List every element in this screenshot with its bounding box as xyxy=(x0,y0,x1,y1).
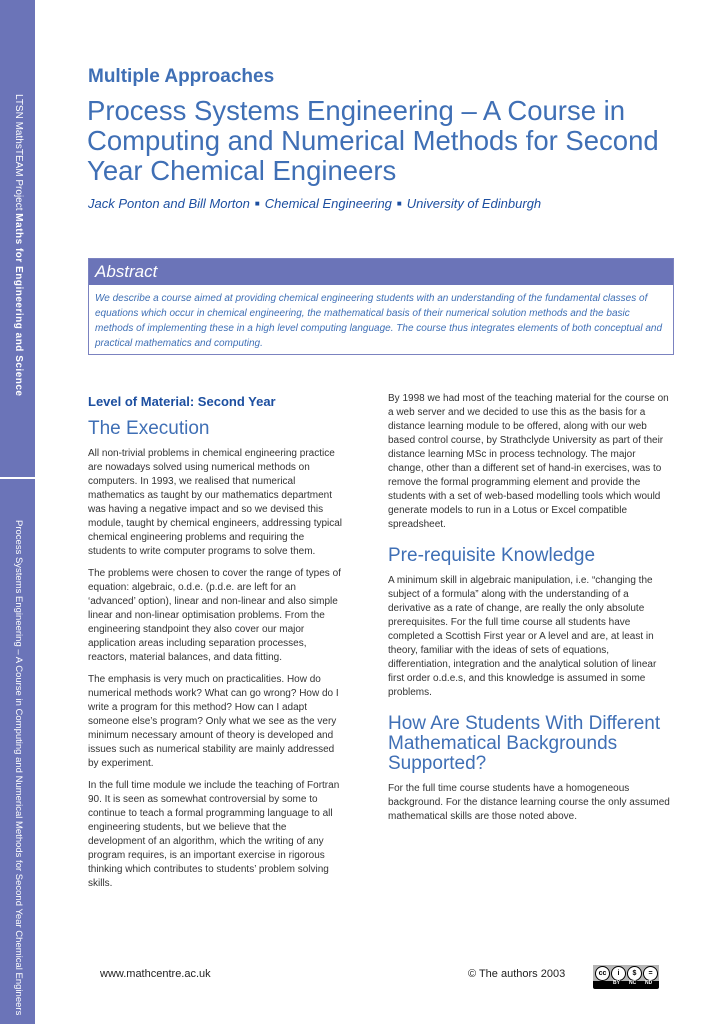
separator-square: ■ xyxy=(396,199,402,208)
abstract-heading: Abstract xyxy=(89,259,673,285)
execution-heading: The Execution xyxy=(88,418,210,439)
distance-learning-paragraph: By 1998 we had most of the teaching material for the course on a web server and we decided to use this as the basis for a distance learning module to be offered, along with our web based control course, by Strathclyde University as part of their distance learning MSc in process technology. The major change, other than a different set of hand-in exercises, was to remove the formal programming element and provide the students with a set of web-based modelling tools which would generate models to run in a Lotus or Excel compatible spreadsheet. xyxy=(388,393,669,530)
right-column xyxy=(388,392,670,832)
license-label-by: BY xyxy=(613,980,620,986)
authors-names: Jack Ponton and Bill Morton xyxy=(88,196,250,211)
attribution-icon: i xyxy=(611,966,626,981)
abstract-text: We describe a course aimed at providing chemical engineering students with an understanding of the fundamental classes of equations which occur in chemical engineering, the mathematical basis of their numerical solution methods and the basic methods of implementing these in a high level computing language. The course thus integrates elements of both conceptual and practical mathematics and computing. xyxy=(95,293,663,349)
footer-copyright: © The authors 2003 xyxy=(468,968,566,980)
university-name: University of Edinburgh xyxy=(406,196,542,211)
noncommercial-icon: $ xyxy=(627,966,642,981)
footer-url: www.mathcentre.ac.uk xyxy=(100,968,211,980)
license-label-nd: ND xyxy=(645,980,653,986)
left-column xyxy=(88,392,343,899)
support-paragraph: For the full time course students have a homogeneous background. For the distance learning course the only assumed mathematical skills are those noted above. xyxy=(388,783,670,822)
level-of-material: Level of Material: Second Year xyxy=(88,394,276,409)
sidebar-divider xyxy=(0,477,35,479)
separator-square: ■ xyxy=(254,199,260,208)
abstract-box xyxy=(88,258,674,355)
noderivatives-icon: = xyxy=(643,966,658,981)
sidebar-document-title: Process Systems Engineering – A Course in Computing and Numerical Methods for Second Year Chemical Engineers xyxy=(13,520,24,1016)
page-title: Process Systems Engineering – A Course in Computing and Numerical Methods for Second Year Chemical Engineers xyxy=(87,95,659,186)
prerequisite-paragraph: A minimum skill in algebraic manipulation, i.e. “changing the subject of a formula” along with the understanding of a derivative as a rate of change, are really the only absolute prerequisites. For the full time course all students have completed a Scottish First year or A level and are, at least in theory, familiar with the ideas of sets of equations, differentiation, integration and the analytical solution of linear first order o.d.e.s, and this knowledge is assumed in some problems. xyxy=(388,575,657,698)
department-name: Chemical Engineering xyxy=(264,196,392,211)
support-heading: How Are Students With Different Mathematical Backgrounds Supported? xyxy=(388,713,661,774)
author-line xyxy=(88,196,541,211)
execution-paragraph: The problems were chosen to cover the range of types of equation: algebraic, o.d.e. (p.d.e. are left for an ‘advanced’ option), linear and non-linear and also simple linear and non-linear optimisation problems. From the engineering standpoint they also cover our major application areas including separation processes, reactors, material balances, and data fitting. xyxy=(88,568,341,663)
section-subtitle: Multiple Approaches xyxy=(88,66,275,87)
sidebar-project-label: LTSN MathsTEAM Project Maths for Engineering and Science xyxy=(13,94,24,397)
execution-paragraph: The emphasis is very much on practicalities. How do numerical methods work? What can go wrong? How do I write a program for this method? How can I adapt someone else’s program? Only what we see as the very minimum necessary amount of theory is developed and issues such as numerical stability are mainly addressed by experiment. xyxy=(88,674,339,769)
license-label-nc: NC xyxy=(629,980,637,986)
prerequisite-heading: Pre-requisite Knowledge xyxy=(388,545,596,566)
execution-paragraph: In the full time module we include the teaching of Fortran 90. It is seen as somewhat controversial by some to continue to teach a formal programming language to all engineering students, but we believe that the development of an algorithm, which the writing of any program requires, is an important exercise in rigorous thinking which contributes to students’ problem solving skills. xyxy=(88,780,340,889)
cc-symbol-icon: cc xyxy=(595,966,610,981)
execution-paragraph: All non-trivial problems in chemical engineering practice are nowadays solved using numerical methods on computers. In 1993, we realised that numerical mathematics as taught by our mathematics department was having a negative impact and so we devised this module, taught by chemical engineers, addressing typical chemical engineering problems and requiring the students to write computer programs to solve them. xyxy=(88,448,343,557)
creative-commons-license-icon xyxy=(593,965,659,989)
